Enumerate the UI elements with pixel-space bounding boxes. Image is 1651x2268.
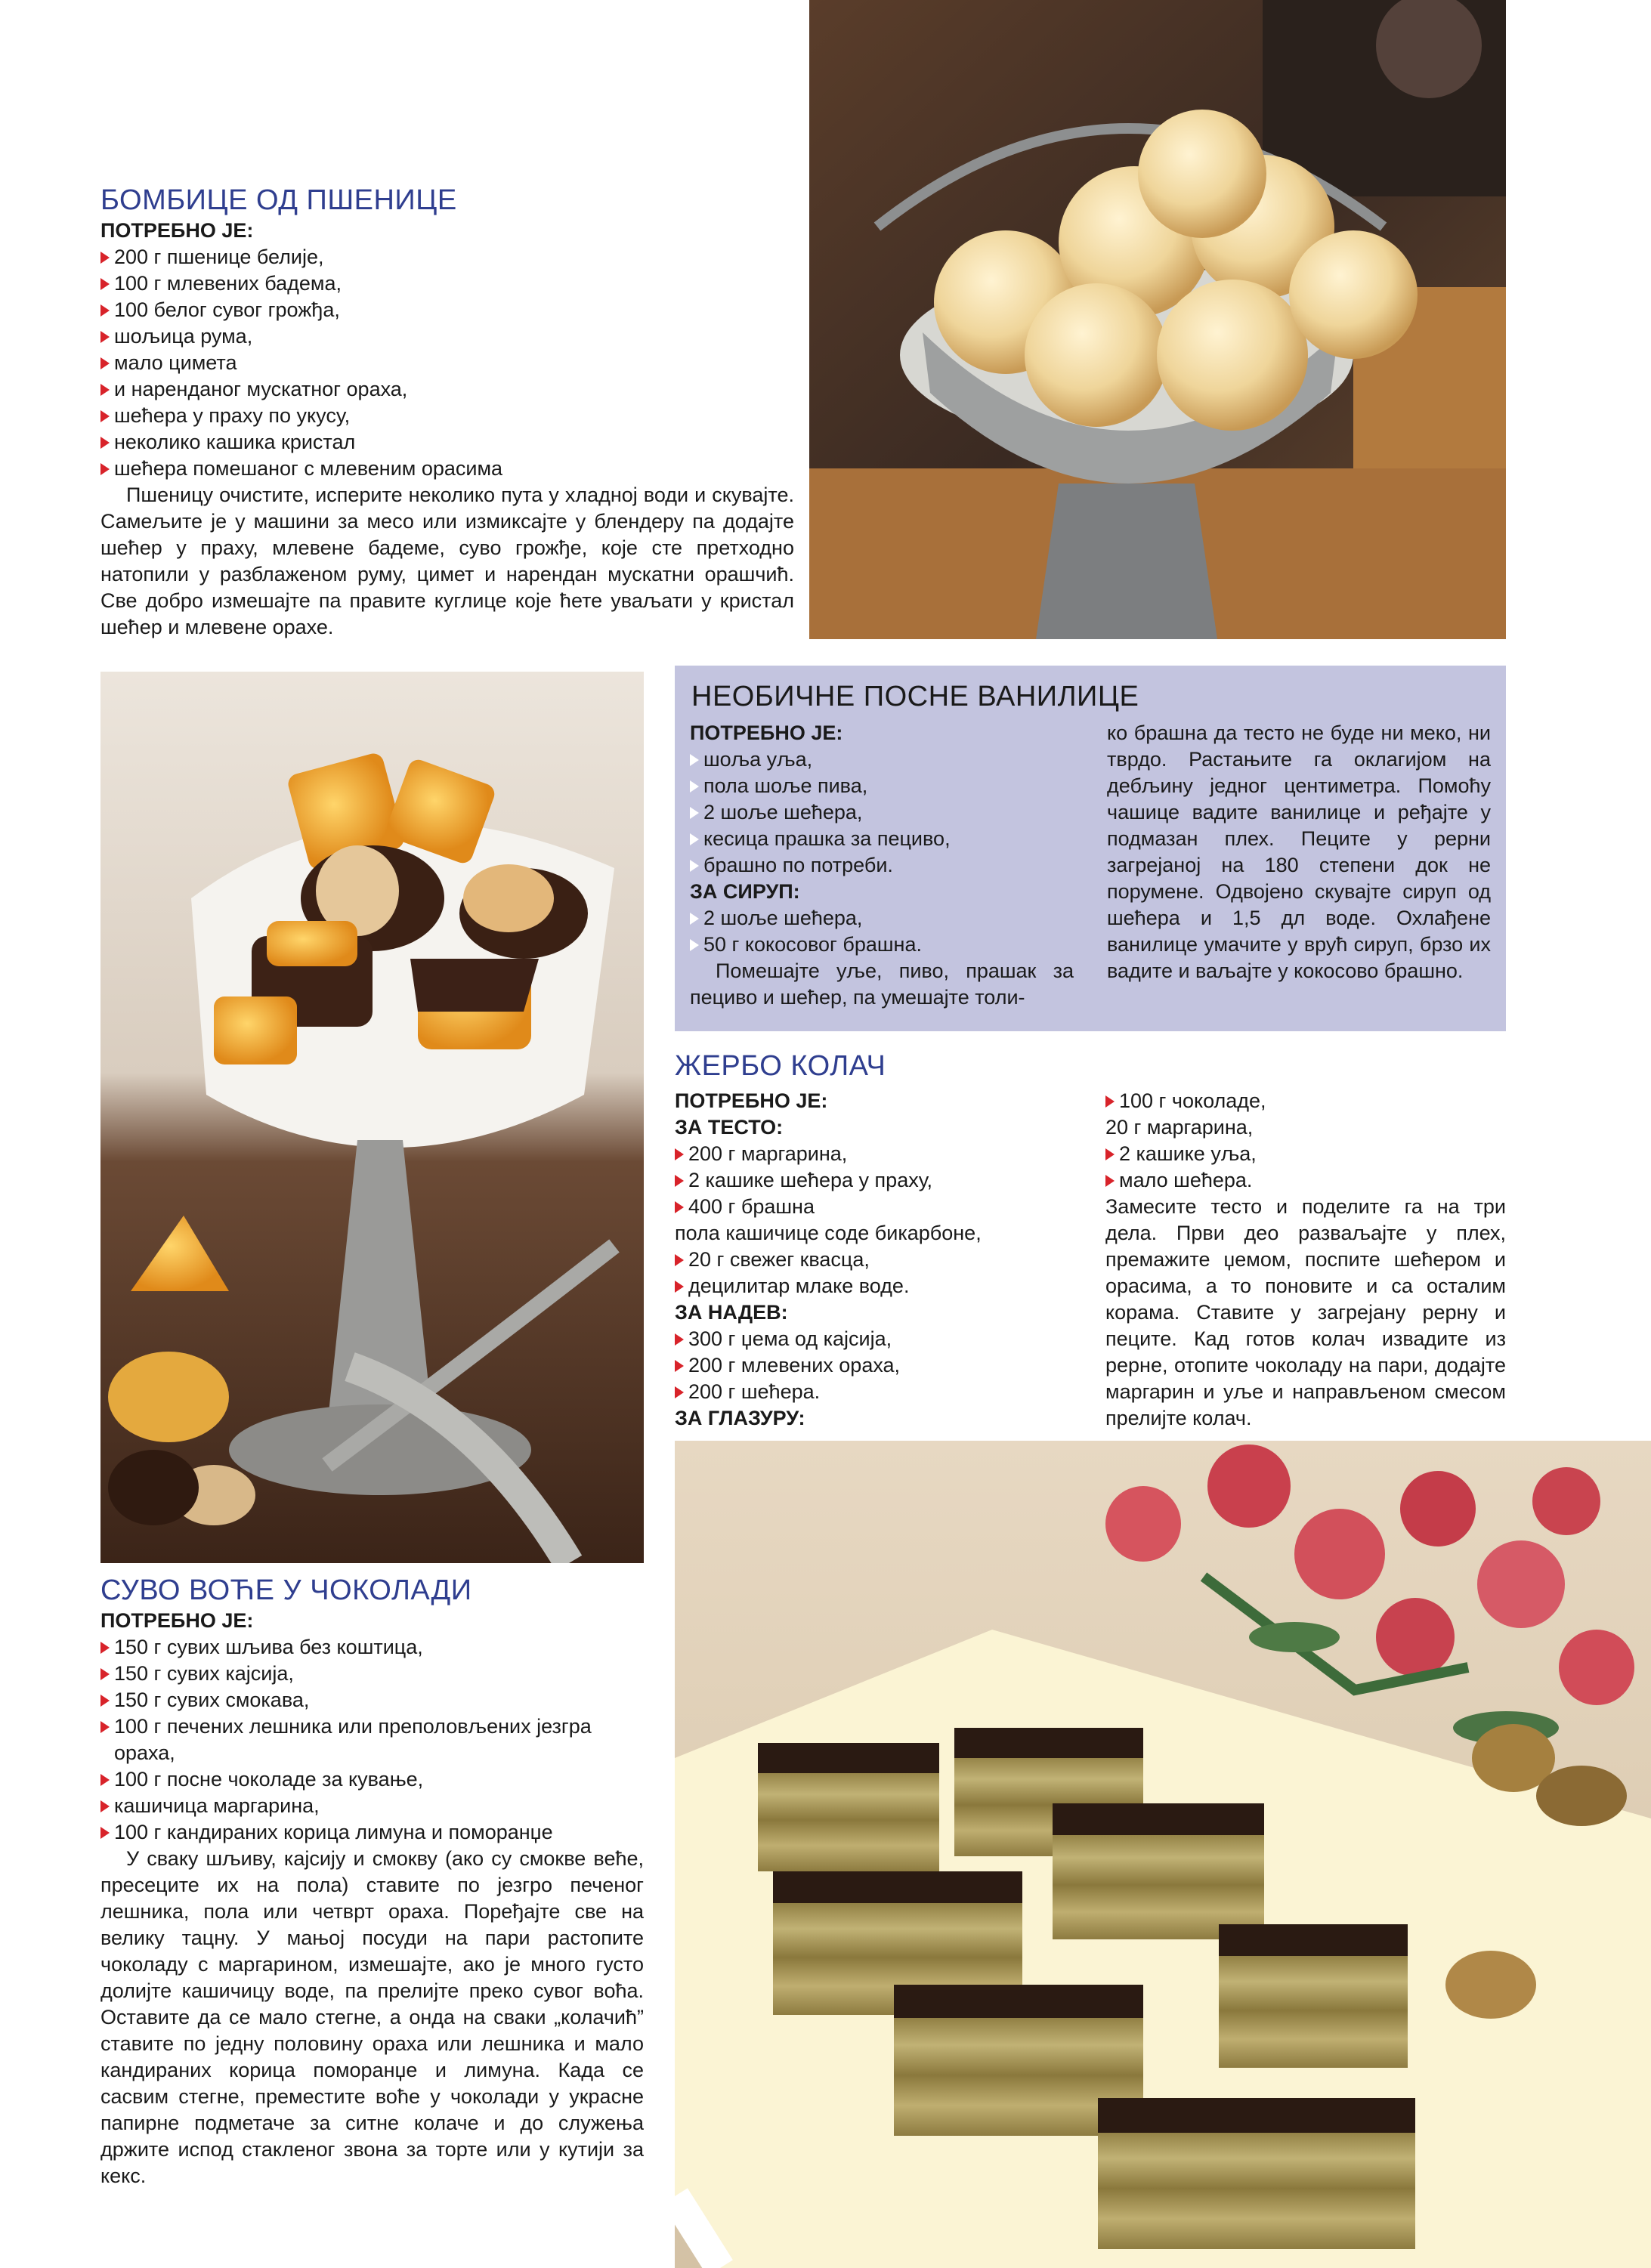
ingredient-item: кашичица маргарина,: [100, 1793, 644, 1819]
ingredient-item: шећера помешаног с млевеним орасима: [100, 456, 794, 482]
zerbo-ingredients: [675, 1088, 1068, 1432]
ingredient-item: мало шећера.: [1105, 1167, 1506, 1194]
ingredient-item: мало цимета: [100, 350, 794, 376]
chocolate-fruit-photo: [100, 672, 644, 1563]
ingredient-item: 100 г млевених бадема,: [100, 270, 794, 297]
ingredient-item: 150 г сувих шљива без коштица,: [100, 1634, 644, 1661]
ingredient-item: пола шоље пива,: [690, 773, 1074, 799]
ingredient-item: шољица рума,: [100, 323, 794, 350]
recipe-title: ЖЕРБО КОЛАЧ: [675, 1050, 886, 1082]
method-text-part2: ко брашна да тесто не буде ни меко, ни тврдо. Растањите га оклагијом на дебљину једног центиметра. Помоћу чашице вадите ванилице и ређајте у подмазан плех. Пеците у рерни загрејаној на 180 степени док не порумене. Одвојено скувајте сируп од шећера и 1,5 дл воде. Охлађене ванилице умачите у врућ сируп, брзо их вадите и ваљајте у кокосово брашно.: [1107, 721, 1491, 982]
method-text: Пшеницу очистите, исперите неколико пута у хладној води и скувајте. Самељите је у машини за месо или измиксајте у блендеру па додајте шећер у праху, млевене бадеме, суво грожђе, које сте претходно натопили у разблаженом руму, цимет и нарендан мускатни орашчић. Све добро измешајте па правите куглице које ћете уваљати у кристал шећер и млевене орахе.: [100, 484, 794, 638]
glaze-list: [1105, 1088, 1506, 1194]
recipe-bombice: [100, 183, 794, 641]
zerbo-cake-photo: [675, 1441, 1651, 2268]
ingredient-item: неколико кашика кристал: [100, 429, 794, 456]
ingredient-item: 100 белог сувог грожђа,: [100, 297, 794, 323]
ingredient-item: 200 г млевених ораха,: [675, 1352, 1068, 1379]
method-text: У сваку шљиву, кајсију и смокву (ако су смокве веће, пресеците их на пола) ставите по језгро печеног лешника, пола или четврт ораха. Поређајте све на велику тацну. У мањој посуди на пари растопите чоколаду с маргарином, измешајте, ако је много густо долијте кашичицу воде, па прелијте преко сувог воћа. Оставите да се мало стегне, а онда на сваки „колачић” ставите по једну половину ораха или лешника и мало кандираних корица поморанџе и лимуна. Када се сасвим стегне, преместите воће у чоколади у украсне папирне подметаче за ситне колаче и до служења држите испод стакленог звона за торте или у кутији за кекс.: [100, 1847, 644, 2187]
dough-label: ЗА ТЕСТО:: [675, 1116, 784, 1139]
recipe-title: СУВО ВОЋЕ У ЧОКОЛАДИ: [100, 1574, 472, 1606]
method-text: Замесите тесто и поделите га на три дела. Први део развaљајте у плех, премажите џемом, поспите шећером и орасима, а то поновите и са осталим корама. Ставите у загрејану рерну и пеците. Кад готов колач извадите из рерне, отопите чоколаду на пари, додајте маргарин и уље и направљеном смесом прелијте колач.: [1105, 1195, 1506, 1429]
recipe-suvo-voce: [100, 1573, 644, 2189]
zerbo-glaze-method: [1105, 1088, 1506, 1432]
ingredient-item: 300 г џема од кајсија,: [675, 1326, 1068, 1352]
needed-label: ПОТРЕБНО ЈЕ:: [100, 1609, 254, 1632]
ingredient-item: 20 г свежег квасца,: [675, 1247, 1068, 1273]
ingredient-item: 150 г сувих кајсија,: [100, 1661, 644, 1687]
ingredient-item: 100 г кандираних корица лимуна и поморанџе: [100, 1819, 644, 1846]
recipe-zerbo: [675, 1049, 1506, 1083]
ingredient-item: и нарендaног мускатног ораха,: [100, 376, 794, 403]
bombice-photo: [809, 0, 1506, 639]
ingredient-item: 20 г маргарина,: [1105, 1116, 1254, 1139]
ingredient-list: [100, 1634, 644, 1846]
recipe-title: БОМБИЦЕ ОД ПШЕНИЦЕ: [100, 184, 457, 216]
ingredient-item: 200 г шећера.: [675, 1379, 1068, 1405]
ingredient-item: 200 г пшенице белије,: [100, 244, 794, 270]
method-text-part1: Помешајте уље, пиво, прашак за пециво и шећер, па умешајте толи-: [690, 959, 1074, 1009]
ingredient-item: 100 г посне чоколаде за кување,: [100, 1766, 644, 1793]
ingredient-item: 2 кашике шећера у праху,: [675, 1167, 1068, 1194]
ingredient-item: ораха,: [114, 1741, 175, 1764]
needed-label: ПОТРЕБНО ЈЕ:: [690, 721, 843, 744]
ingredient-item: 100 г чоколаде,: [1105, 1088, 1506, 1114]
ingredient-item: 2 шоље шећера,: [690, 905, 1074, 932]
syrup-list: [690, 905, 1074, 958]
ingredient-item: 2 шоље шећера,: [690, 799, 1074, 826]
ingredient-item: шоља уља,: [690, 746, 1074, 773]
glaze-label: ЗА ГЛАЗУРУ:: [675, 1407, 805, 1429]
ingredient-item: кесица прашка за пециво,: [690, 826, 1074, 852]
filling-label: ЗА НАДЕВ:: [675, 1301, 788, 1324]
filling-list: [675, 1326, 1068, 1405]
ingredient-item: 150 г сувих смокава,: [100, 1687, 644, 1713]
ingredient-item: брашно по потреби.: [690, 852, 1074, 879]
needed-label: ПОТРЕБНО ЈЕ:: [100, 219, 254, 242]
ingredient-item: 50 г кокосовог брашна.: [690, 932, 1074, 958]
ingredient-item: 400 г брашна: [675, 1194, 1068, 1220]
ingredient-item: децилитар млаке воде.: [675, 1273, 1068, 1299]
recipe-title: НЕОБИЧНЕ ПОСНЕ ВАНИЛИЦЕ: [691, 681, 1139, 712]
needed-label: ПОТРЕБНО ЈЕ:: [675, 1089, 828, 1112]
syrup-label: ЗА СИРУП:: [690, 880, 800, 903]
ingredient-item: 200 г маргарина,: [675, 1141, 1068, 1167]
ingredient-list: [100, 244, 794, 482]
ingredient-list: [690, 746, 1074, 879]
ingredient-item: 100 г печених лешника или преполовљених језгра: [100, 1713, 644, 1740]
ingredient-item: пола кашичице соде бикарбоне,: [675, 1222, 982, 1244]
recipe-vanilice-box: [675, 666, 1506, 1031]
ingredient-item: 2 кашике уља,: [1105, 1141, 1506, 1167]
dough-list: [675, 1141, 1068, 1299]
ingredient-item: шећера у праху по укусу,: [100, 403, 794, 429]
